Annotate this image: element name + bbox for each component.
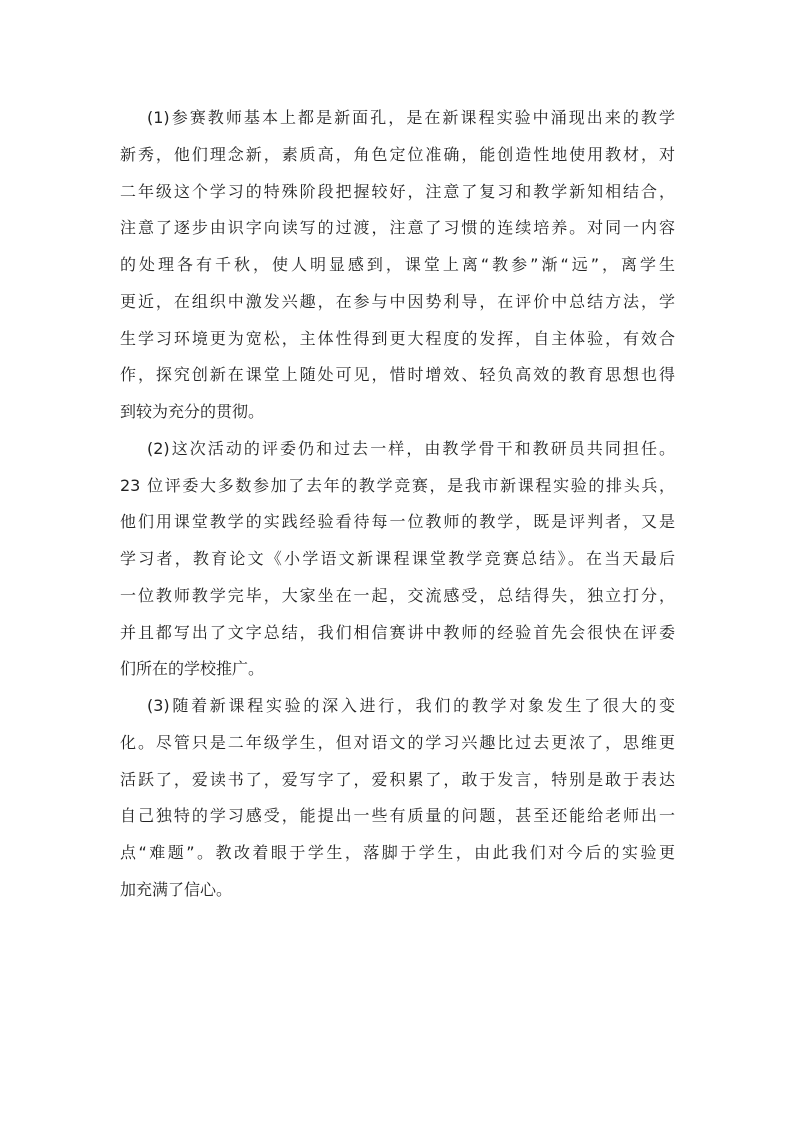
paragraph-1 [120, 100, 675, 431]
paragraph-line: 生学习环境更为宽松，主体性得到更大程度的发挥，自主体验，有效合 [120, 328, 675, 348]
paragraph-line: 们所在的学校推广。 [120, 659, 265, 679]
paragraph-line: 更近，在组织中激发兴趣，在参与中因势利导，在评价中总结方法，学 [120, 291, 675, 311]
paragraph-line: 并且都写出了文字总结，我们相信赛讲中教师的经验首先会很快在评委 [120, 622, 675, 642]
paragraph-line: (1)参赛教师基本上都是新面孔，是在新课程实验中涌现出来的教学 [147, 108, 675, 127]
paragraph-line: 一位教师教学完毕，大家坐在一起，交流感受，总结得失，独立打分， [120, 585, 675, 605]
paragraph-line: 的处理各有千秋，使人明显感到，课堂上离“教参”渐“远”，离学生 [120, 255, 675, 274]
paragraph-line: 化。尽管只是二年级学生，但对语文的学习兴趣比过去更浓了，思维更 [120, 732, 675, 752]
paragraph-line: 新秀，他们理念新，素质高，角色定位准确，能创造性地使用教材，对 [120, 144, 675, 164]
paragraph-line: 学习者，教育论文《小学语文新课程课堂教学竞赛总结》。在当天最后 [120, 549, 675, 568]
paragraph-line: 活跃了，爱读书了，爱写字了，爱积累了，敢于发言，特别是敢于表达 [120, 769, 675, 789]
paragraph-line: (2)这次活动的评委仍和过去一样，由教学骨干和教研员共同担任。 [147, 438, 675, 458]
paragraph-line: 23 位评委大多数参加了去年的教学竞赛，是我市新课程实验的排头兵， [120, 475, 675, 495]
paragraph-line: 自己独特的学习感受，能提出一些有质量的问题，甚至还能给老师出一 [120, 806, 675, 826]
paragraph-line: (3)随着新课程实验的深入进行，我们的教学对象发生了很大的变 [147, 696, 675, 715]
document-body [120, 100, 675, 909]
paragraph-line: 他们用课堂教学的实践经验看待每一位教师的教学，既是评判者，又是 [120, 512, 675, 532]
paragraph-line: 点“难题”。教改着眼于学生，落脚于学生，由此我们对今后的实验更 [120, 843, 675, 862]
paragraph-3 [120, 688, 675, 909]
paragraph-line: 二年级这个学习的特殊阶段把握较好，注意了复习和教学新知相结合， [120, 181, 675, 201]
paragraph-line: 到较为充分的贯彻。 [120, 402, 265, 421]
paragraph-2 [120, 431, 675, 688]
paragraph-line: 加充满了信心。 [120, 879, 233, 899]
paragraph-line: 作，探究创新在课堂上随处可见，惜时增效、轻负高效的教育思想也得 [120, 365, 675, 385]
paragraph-line: 注意了逐步由识字向读写的过渡，注意了习惯的连续培养。对同一内容 [120, 218, 675, 238]
